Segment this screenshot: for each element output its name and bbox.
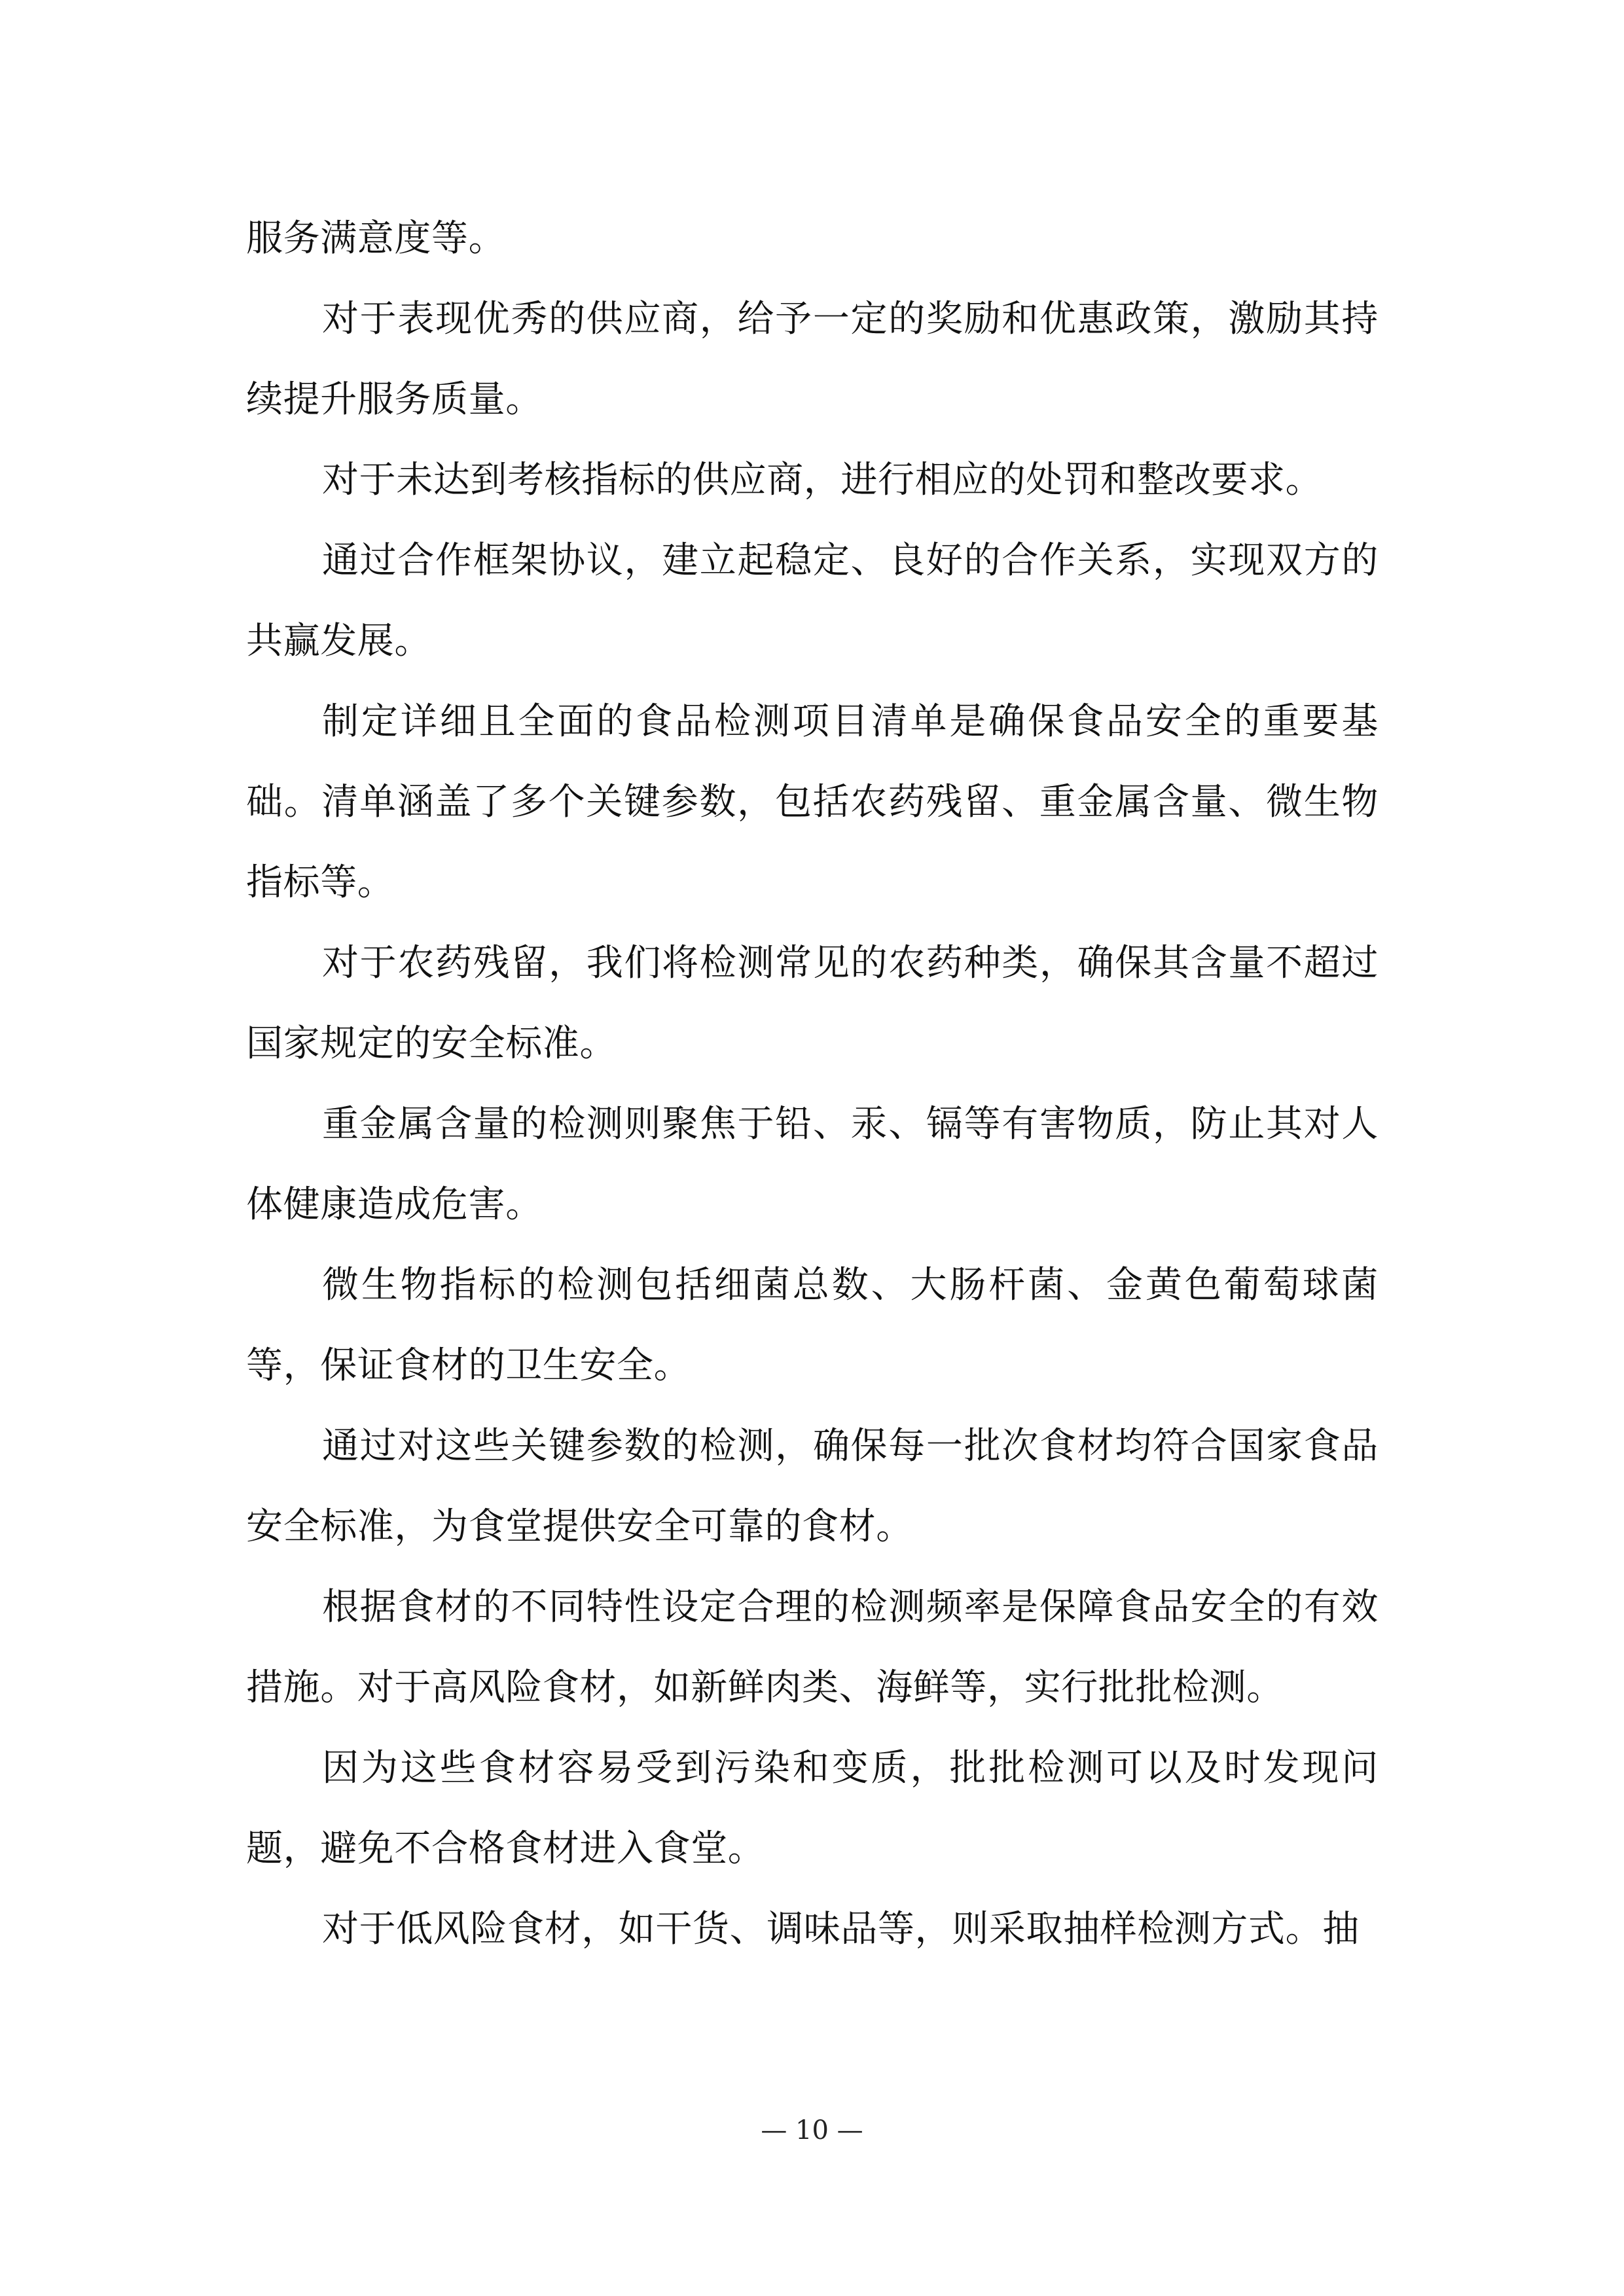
paragraph: 对于低风险食材，如干货、调味品等，则采取抽样检测方式。抽 <box>322 1908 1360 1950</box>
paragraph: 对于未达到考核指标的供应商，进行相应的处罚和整改要求。 <box>322 459 1323 501</box>
paragraph: 通过对这些关键参数的检测，确保每一批次食材均符合国家食品安全标准，为食堂提供安全可靠的食材。 <box>246 1425 1379 1548</box>
paragraph: 重金属含量的检测则聚焦于铅、汞、镉等有害物质，防止其对人体健康造成危害。 <box>246 1103 1379 1226</box>
paragraph-continuation: 服务满意度等。 <box>246 217 506 260</box>
paragraph: 微生物指标的检测包括细菌总数、大肠杆菌、金黄色葡萄球菌等，保证食材的卫生安全。 <box>246 1264 1379 1387</box>
paragraph: 对于农药残留，我们将检测常见的农药种类，确保其含量不超过国家规定的安全标准。 <box>246 942 1379 1065</box>
paragraph: 对于表现优秀的供应商，给予一定的奖励和优惠政策，激励其持续提升服务质量。 <box>246 298 1379 421</box>
paragraph: 因为这些食材容易受到污染和变质，批批检测可以及时发现问题，避免不合格食材进入食堂。 <box>246 1747 1379 1870</box>
document-body <box>246 198 1379 1969</box>
paragraph: 制定详细且全面的食品检测项目清单是确保食品安全的重要基础。清单涵盖了多个关键参数，包括农药残留、重金属含量、微生物指标等。 <box>246 700 1379 904</box>
page-number: — 10 — <box>761 2115 863 2145</box>
paragraph: 通过合作框架协议，建立起稳定、良好的合作关系，实现双方的共赢发展。 <box>246 539 1379 662</box>
paragraph: 根据食材的不同特性设定合理的检测频率是保障食品安全的有效措施。对于高风险食材，如新鲜肉类、海鲜等，实行批批检测。 <box>246 1586 1379 1709</box>
